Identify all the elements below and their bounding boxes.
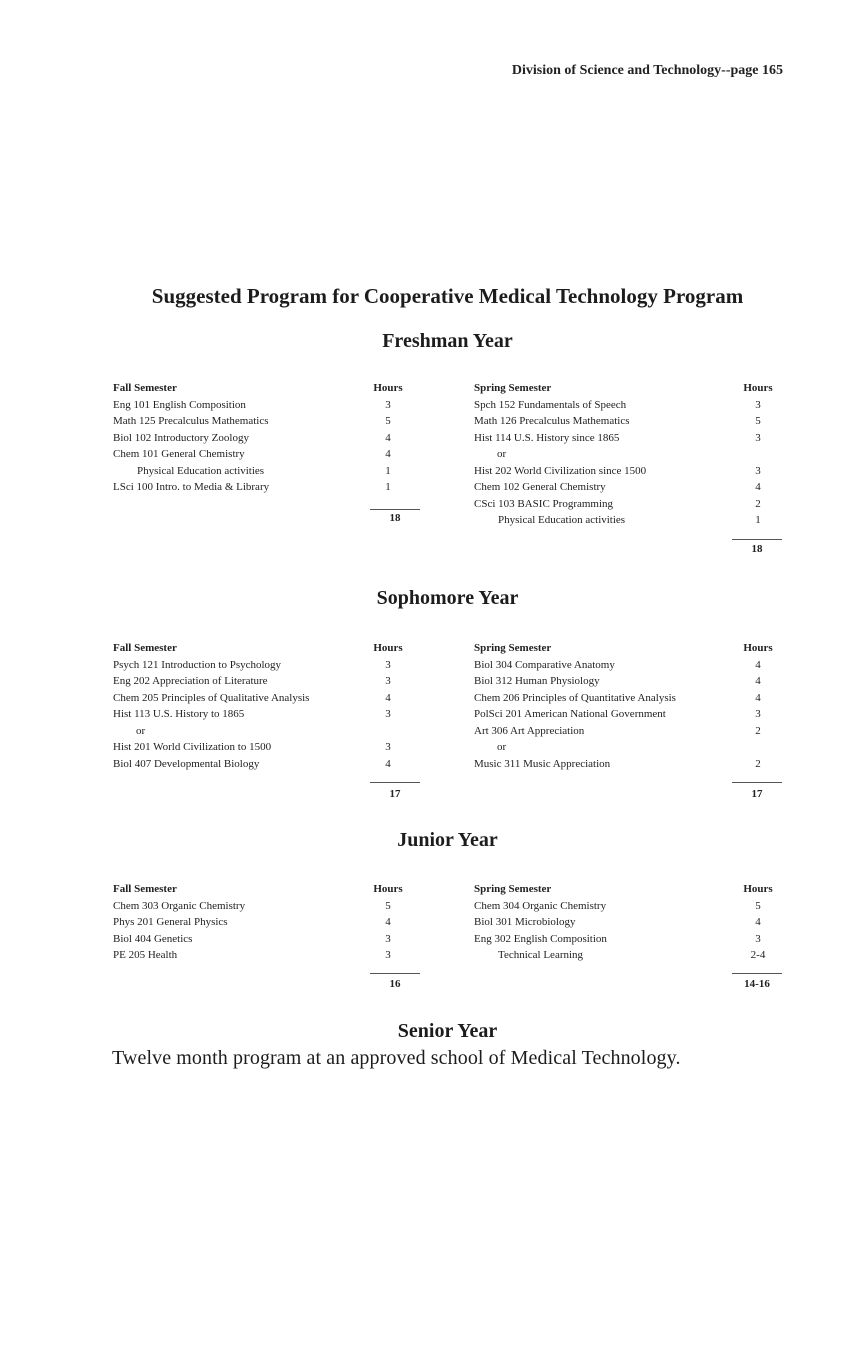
course-hours: 3 — [385, 949, 391, 961]
spring-semester-heading: Spring Semester — [474, 382, 552, 394]
running-head: Division of Science and Technology--page 165 — [511, 63, 783, 78]
course-row — [113, 931, 413, 948]
course-name: Technical Learning — [498, 949, 584, 961]
course-row — [474, 397, 784, 414]
or-row — [474, 446, 784, 463]
course-hours: 5 — [385, 415, 391, 427]
course-row — [474, 512, 784, 529]
course-row — [474, 947, 784, 964]
course-row — [113, 397, 413, 414]
course-hours: 3 — [755, 708, 761, 720]
course-row — [113, 756, 413, 773]
course-hours: 1 — [385, 481, 391, 493]
course-hours: 5 — [755, 415, 761, 427]
course-hours: 4 — [755, 481, 761, 493]
course-hours: 3 — [385, 658, 391, 671]
fall-semester-heading: Fall Semester — [113, 642, 177, 654]
course-hours: 3 — [755, 932, 761, 945]
course-row — [113, 739, 413, 756]
junior-fall-semester — [113, 881, 413, 964]
hours-heading: Hours — [373, 642, 403, 654]
course-name: Physical Education activities — [137, 464, 265, 477]
total-hours: 18 — [389, 512, 401, 524]
course-row — [113, 463, 413, 480]
course-name: LSci 100 Intro. to Media & Library — [113, 481, 270, 493]
course-row — [113, 479, 413, 496]
total-rule — [732, 973, 782, 974]
course-name: Art 306 Art Appreciation — [474, 724, 585, 737]
spring-header-row — [474, 380, 784, 397]
course-hours: 2 — [755, 757, 761, 770]
senior-year-description: Twelve month program at an approved school of Medical Technology. — [112, 1047, 681, 1069]
total-hours: 14-16 — [744, 978, 770, 990]
course-name: Biol 102 Introductory Zoology — [113, 431, 249, 444]
course-row — [474, 657, 784, 674]
course-hours: 2-4 — [750, 949, 766, 961]
or-row — [474, 739, 784, 756]
course-name: Hist 113 U.S. History to 1865 — [113, 708, 245, 720]
course-row — [113, 706, 413, 723]
course-name: Chem 102 General Chemistry — [474, 481, 606, 493]
course-name: PE 205 Health — [113, 949, 178, 961]
year-heading-senior: Senior Year — [397, 1020, 498, 1042]
total-rule — [732, 539, 782, 540]
course-row — [113, 430, 413, 447]
course-row — [113, 947, 413, 964]
course-hours: 4 — [755, 658, 761, 671]
total-rule — [370, 973, 420, 974]
course-name: Spch 152 Fundamentals of Speech — [474, 398, 627, 411]
total-hours: 18 — [751, 543, 763, 555]
course-hours: 3 — [385, 675, 391, 687]
year-heading-sophomore: Sophomore Year — [376, 587, 519, 609]
course-row — [113, 690, 413, 707]
course-name: Chem 206 Principles of Quantitative Analysis — [474, 691, 676, 704]
year-heading-junior: Junior Year — [397, 829, 498, 851]
course-name: Hist 114 U.S. History since 1865 — [474, 431, 620, 444]
course-name: Biol 301 Microbiology — [474, 916, 576, 928]
course-name: Music 311 Music Appreciation — [474, 757, 611, 770]
or-row — [113, 723, 413, 740]
course-row — [474, 479, 784, 496]
course-hours: 4 — [755, 916, 761, 928]
course-hours: 3 — [385, 708, 391, 720]
sophomore-spring-semester — [474, 640, 784, 772]
course-name: Biol 407 Developmental Biology — [113, 757, 260, 770]
course-row — [474, 430, 784, 447]
hours-heading: Hours — [743, 642, 773, 654]
spring-semester-heading: Spring Semester — [474, 642, 552, 654]
total-rule — [370, 782, 420, 783]
junior-spring-semester — [474, 881, 784, 964]
course-name: Hist 202 World Civilization since 1500 — [474, 464, 647, 477]
course-name: CSci 103 BASIC Programming — [474, 497, 614, 510]
or-connector: or — [136, 724, 146, 737]
course-row — [113, 413, 413, 430]
course-row — [474, 673, 784, 690]
freshman-spring-semester — [474, 380, 784, 529]
course-hours: 2 — [755, 724, 761, 737]
course-hours: 4 — [755, 675, 761, 687]
course-name: Biol 312 Human Physiology — [474, 675, 600, 687]
course-name: Biol 304 Comparative Anatomy — [474, 658, 615, 671]
hours-heading: Hours — [373, 883, 403, 895]
course-hours: 4 — [385, 916, 391, 928]
fall-semester-heading: Fall Semester — [113, 883, 177, 895]
course-name: Eng 302 English Composition — [474, 932, 607, 945]
course-row — [474, 756, 784, 773]
course-hours: 3 — [755, 398, 761, 411]
course-hours: 3 — [755, 431, 761, 444]
course-hours: 4 — [385, 448, 391, 460]
spring-header-row — [474, 881, 784, 898]
course-hours: 4 — [755, 691, 761, 704]
course-row — [474, 931, 784, 948]
total-rule — [370, 509, 420, 510]
course-name: Eng 202 Appreciation of Literature — [113, 675, 268, 687]
course-row — [113, 914, 413, 931]
freshman-fall-semester — [113, 380, 413, 496]
total-hours: 16 — [389, 978, 401, 990]
course-row — [474, 706, 784, 723]
course-name: Physical Education activities — [498, 514, 626, 526]
course-row — [474, 914, 784, 931]
course-hours: 3 — [385, 741, 391, 753]
year-heading-freshman: Freshman Year — [382, 330, 513, 352]
hours-heading: Hours — [743, 883, 773, 895]
course-row — [113, 446, 413, 463]
course-name: Math 125 Precalculus Mathematics — [113, 415, 269, 427]
total-hours: 17 — [389, 788, 401, 800]
spring-semester-heading: Spring Semester — [474, 883, 552, 895]
course-row — [474, 413, 784, 430]
course-name: PolSci 201 American National Government — [474, 708, 666, 720]
course-row — [474, 690, 784, 707]
sophomore-fall-semester — [113, 640, 413, 772]
spring-header-row — [474, 640, 784, 657]
course-name: Phys 201 General Physics — [113, 916, 228, 928]
course-name: Chem 304 Organic Chemistry — [474, 899, 607, 912]
course-name: Hist 201 World Civilization to 1500 — [113, 741, 272, 753]
total-hours: 17 — [751, 788, 763, 800]
course-hours: 3 — [385, 398, 391, 411]
course-name: Math 126 Precalculus Mathematics — [474, 415, 630, 427]
course-hours: 3 — [385, 932, 391, 945]
total-rule — [732, 782, 782, 783]
course-name: Chem 205 Principles of Qualitative Analysis — [113, 691, 310, 704]
course-row — [474, 898, 784, 915]
or-connector: or — [497, 741, 507, 753]
course-hours: 1 — [755, 514, 761, 526]
course-name: Psych 121 Introduction to Psychology — [113, 658, 282, 671]
course-row — [474, 496, 784, 513]
course-hours: 4 — [385, 431, 391, 444]
course-hours: 5 — [385, 899, 391, 912]
page-title: Suggested Program for Cooperative Medical Technology Program — [151, 284, 744, 308]
course-row — [113, 898, 413, 915]
course-name: Eng 101 English Composition — [113, 398, 246, 411]
course-row — [113, 657, 413, 674]
fall-header-row — [113, 380, 413, 397]
course-hours: 2 — [755, 497, 761, 510]
course-hours: 4 — [385, 691, 391, 704]
fall-header-row — [113, 881, 413, 898]
course-row — [474, 723, 784, 740]
course-name: Chem 303 Organic Chemistry — [113, 899, 246, 912]
hours-heading: Hours — [373, 382, 403, 394]
hours-heading: Hours — [743, 382, 773, 394]
course-row — [113, 673, 413, 690]
course-hours: 3 — [755, 464, 761, 477]
course-name: Chem 101 General Chemistry — [113, 448, 245, 460]
fall-semester-heading: Fall Semester — [113, 382, 177, 394]
course-hours: 4 — [385, 757, 391, 770]
course-name: Biol 404 Genetics — [113, 932, 193, 945]
course-hours: 5 — [755, 899, 761, 912]
course-hours: 1 — [385, 464, 391, 477]
course-row — [474, 463, 784, 480]
or-connector: or — [497, 448, 507, 460]
fall-header-row — [113, 640, 413, 657]
